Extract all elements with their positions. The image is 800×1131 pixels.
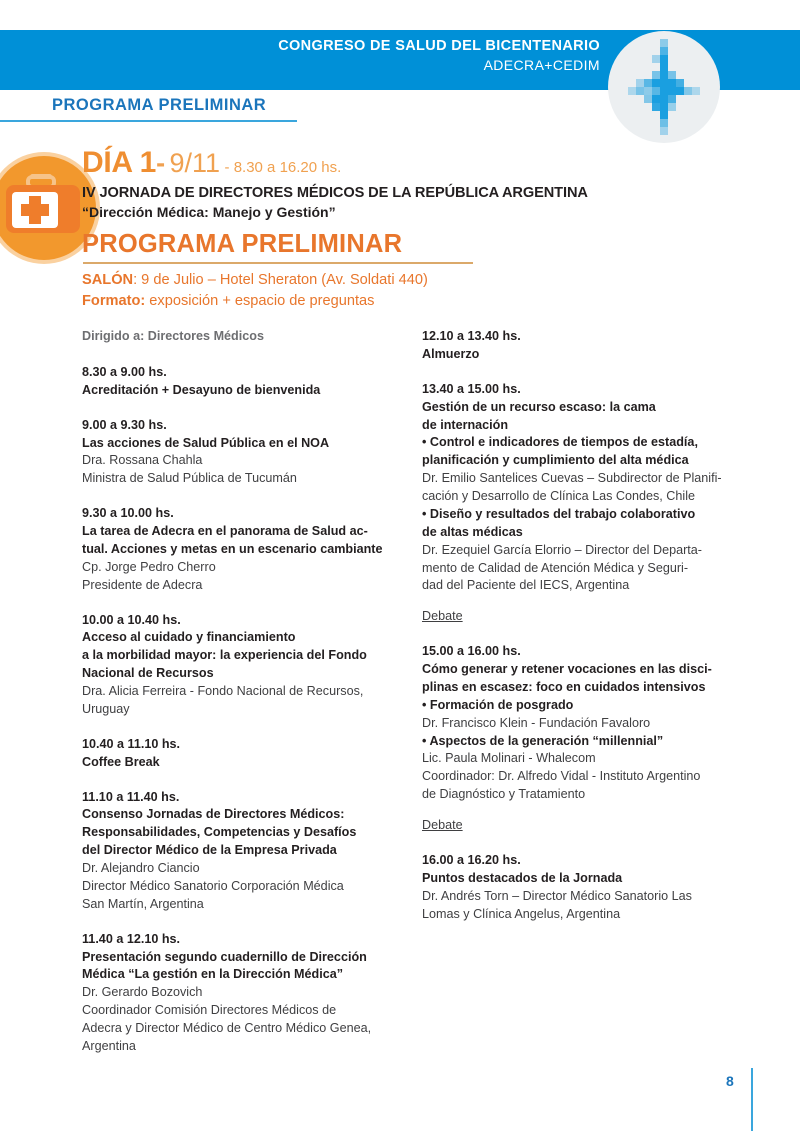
slot-speaker: Coordinador: Dr. Alfredo Vidal - Instituto Argentino [422, 769, 701, 784]
jornada-title: IV JORNADA DE DIRECTORES MÉDICOS DE LA REPÚBLICA ARGENTINA [82, 185, 588, 201]
slot-time: 10.40 a 11.10 hs. [82, 736, 181, 751]
audience-note: Dirigido a: Directores Médicos [82, 329, 264, 343]
slot-title: Almuerzo [422, 346, 480, 361]
slot-title: Responsabilidades, Competencias y Desafíos [82, 825, 357, 840]
slot-speaker: Uruguay [82, 701, 130, 716]
slot-speaker: cación y Desarrollo de Clínica Las Condes, Chile [422, 489, 695, 503]
slot-bullet: planificación y cumplimiento del alta médica [422, 453, 689, 468]
slot-title: Gestión de un recurso escaso: la cama [422, 399, 656, 414]
slot-speaker: Dra. Alicia Ferreira - Fondo Nacional de Recursos, [82, 684, 364, 698]
slot-speaker: Dra. Rossana Chahla [82, 453, 203, 468]
slot-speaker: Lomas y Clínica Angelus, Argentina [422, 906, 621, 921]
debate-label: Debate [422, 818, 463, 832]
slot-bullet: • Formación de posgrado [422, 697, 574, 712]
slot-bullet: • Control e indicadores de tiempos de estadía, [422, 435, 698, 450]
slot-speaker: Dr. Francisco Klein - Fundación Favaloro [422, 715, 651, 730]
schedule-slot [422, 381, 742, 596]
slot-title: Nacional de Recursos [82, 666, 214, 681]
formato-line [82, 291, 742, 312]
slot-speaker: Presidente de Adecra [82, 577, 203, 592]
slot-title: Acreditación + Desayuno de bienvenida [82, 382, 321, 397]
slot-speaker: Cp. Jorge Pedro Cherro [82, 559, 216, 574]
day-hours: - 8.30 a 16.20 hs. [224, 159, 342, 176]
header-text-block [278, 38, 600, 74]
slot-time: 15.00 a 16.00 hs. [422, 644, 521, 659]
slot-speaker: Argentina [82, 1038, 136, 1053]
title-block [82, 148, 742, 311]
page-number: 8 [726, 1073, 734, 1089]
slot-speaker: Dr. Gerardo Bozovich [82, 985, 203, 1000]
slot-time: 12.10 a 13.40 hs. [422, 329, 521, 343]
jornada-subtitle: “Dirección Médica: Manejo y Gestión” [82, 204, 336, 221]
right-slot-list [422, 328, 742, 923]
day-dash: - [156, 148, 166, 178]
slot-speaker: dad del Paciente del IECS, Argentina [422, 578, 630, 593]
slot-title: Coffee Break [82, 754, 160, 769]
slot-time: 9.30 a 10.00 hs. [82, 506, 174, 521]
congress-title: CONGRESO DE SALUD DEL BICENTENARIO [278, 38, 600, 54]
program-heading-rule [83, 262, 473, 264]
debate-label: Debate [422, 609, 463, 624]
slot-title: La tarea de Adecra en el panorama de Salud ac- [82, 524, 368, 538]
program-column-left [82, 328, 402, 1056]
slot-time: 11.10 a 11.40 hs. [82, 789, 180, 804]
slot-time: 16.00 a 16.20 hs. [422, 852, 521, 867]
section-heading-rule [0, 120, 297, 122]
slot-speaker: Dr. Ezequiel García Elorrio – Director del Departa- [422, 542, 702, 557]
schedule-slot [82, 505, 402, 594]
left-slot-list [82, 364, 402, 1056]
slot-speaker: Dr. Andrés Torn – Director Médico Sanatorio Las [422, 888, 692, 903]
slot-speaker: Dr. Emilio Santelices Cuevas – Subdirector de Planifi- [422, 471, 722, 486]
section-heading-block [0, 96, 297, 122]
slot-title: tual. Acciones y metas en un escenario cambiante [82, 541, 383, 556]
day-date: 9/11 [169, 148, 221, 178]
salon-line [82, 270, 742, 291]
section-heading: PROGRAMA PRELIMINAR [52, 96, 267, 114]
slot-title: a la morbilidad mayor: la experiencia del Fondo [82, 648, 367, 663]
footer [0, 1068, 800, 1131]
schedule-slot [82, 789, 402, 914]
schedule-slot [82, 612, 402, 719]
slot-speaker: Director Médico Sanatorio Corporación Médica [82, 878, 344, 893]
schedule-slot [422, 328, 742, 364]
schedule-slot [82, 736, 402, 772]
slot-title: Consenso Jornadas de Directores Médicos: [82, 807, 345, 822]
slot-speaker: Adecra y Director Médico de Centro Médico Genea, [82, 1021, 372, 1035]
slot-speaker: Ministra de Salud Pública de Tucumán [82, 471, 297, 486]
slot-title: plinas en escasez: foco en cuidados intensivos [422, 679, 706, 694]
slot-speaker: Dr. Alejandro Ciancio [82, 861, 200, 875]
slot-title: Puntos destacados de la Jornada [422, 870, 623, 885]
salon-value: : 9 de Julio – Hotel Sheraton (Av. Soldati 440) [133, 271, 428, 288]
slot-bullet: • Aspectos de la generación “millennial” [422, 733, 664, 748]
debate-row [422, 816, 742, 852]
slot-title: Las acciones de Salud Pública en el NOA [82, 435, 330, 450]
footer-rule [751, 1068, 753, 1131]
schedule-slot [82, 417, 402, 489]
slot-title: Acceso al cuidado y financiamiento [82, 630, 296, 645]
slot-time: 11.40 a 12.10 hs. [82, 931, 181, 946]
slot-speaker: Coordinador Comisión Directores Médicos de [82, 1003, 337, 1018]
slot-speaker: mento de Calidad de Atención Médica y Seguri- [422, 560, 689, 575]
schedule-slot [82, 931, 402, 1056]
pixel-cross-logo-icon [608, 31, 720, 143]
slot-bullet: • Diseño y resultados del trabajo colaborativo [422, 506, 696, 521]
formato-label: Formato: [82, 292, 146, 309]
slot-title: de internación [422, 417, 509, 432]
program-heading: PROGRAMA PRELIMINAR [82, 229, 403, 258]
formato-value: exposición + espacio de preguntas [145, 292, 375, 309]
slot-title: del Director Médico de la Empresa Privada [82, 843, 337, 858]
program-column-right [422, 328, 742, 923]
slot-title: Presentación segundo cuadernillo de Dirección [82, 949, 367, 964]
slot-speaker: Lic. Paula Molinari - Whalecom [422, 751, 596, 766]
slot-title: Cómo generar y retener vocaciones en las disci- [422, 662, 712, 676]
slot-title: Médica “La gestión en la Dirección Médica” [82, 967, 344, 982]
slot-bullet: de altas médicas [422, 524, 523, 539]
slot-time: 8.30 a 9.00 hs. [82, 364, 167, 379]
debate-row [422, 607, 742, 643]
schedule-slot [422, 643, 742, 804]
slot-time: 13.40 a 15.00 hs. [422, 381, 521, 396]
day-line [82, 148, 742, 178]
salon-label: SALÓN [82, 271, 134, 288]
day-label: DÍA 1 [82, 146, 157, 179]
slot-time: 10.00 a 10.40 hs. [82, 612, 181, 627]
schedule-slot [422, 852, 742, 924]
slot-speaker: de Diagnóstico y Tratamiento [422, 787, 586, 802]
schedule-slot [82, 364, 402, 400]
slot-time: 9.00 a 9.30 hs. [82, 417, 167, 432]
congress-organizer: ADECRA+CEDIM [483, 57, 600, 74]
slot-speaker: San Martín, Argentina [82, 896, 204, 911]
